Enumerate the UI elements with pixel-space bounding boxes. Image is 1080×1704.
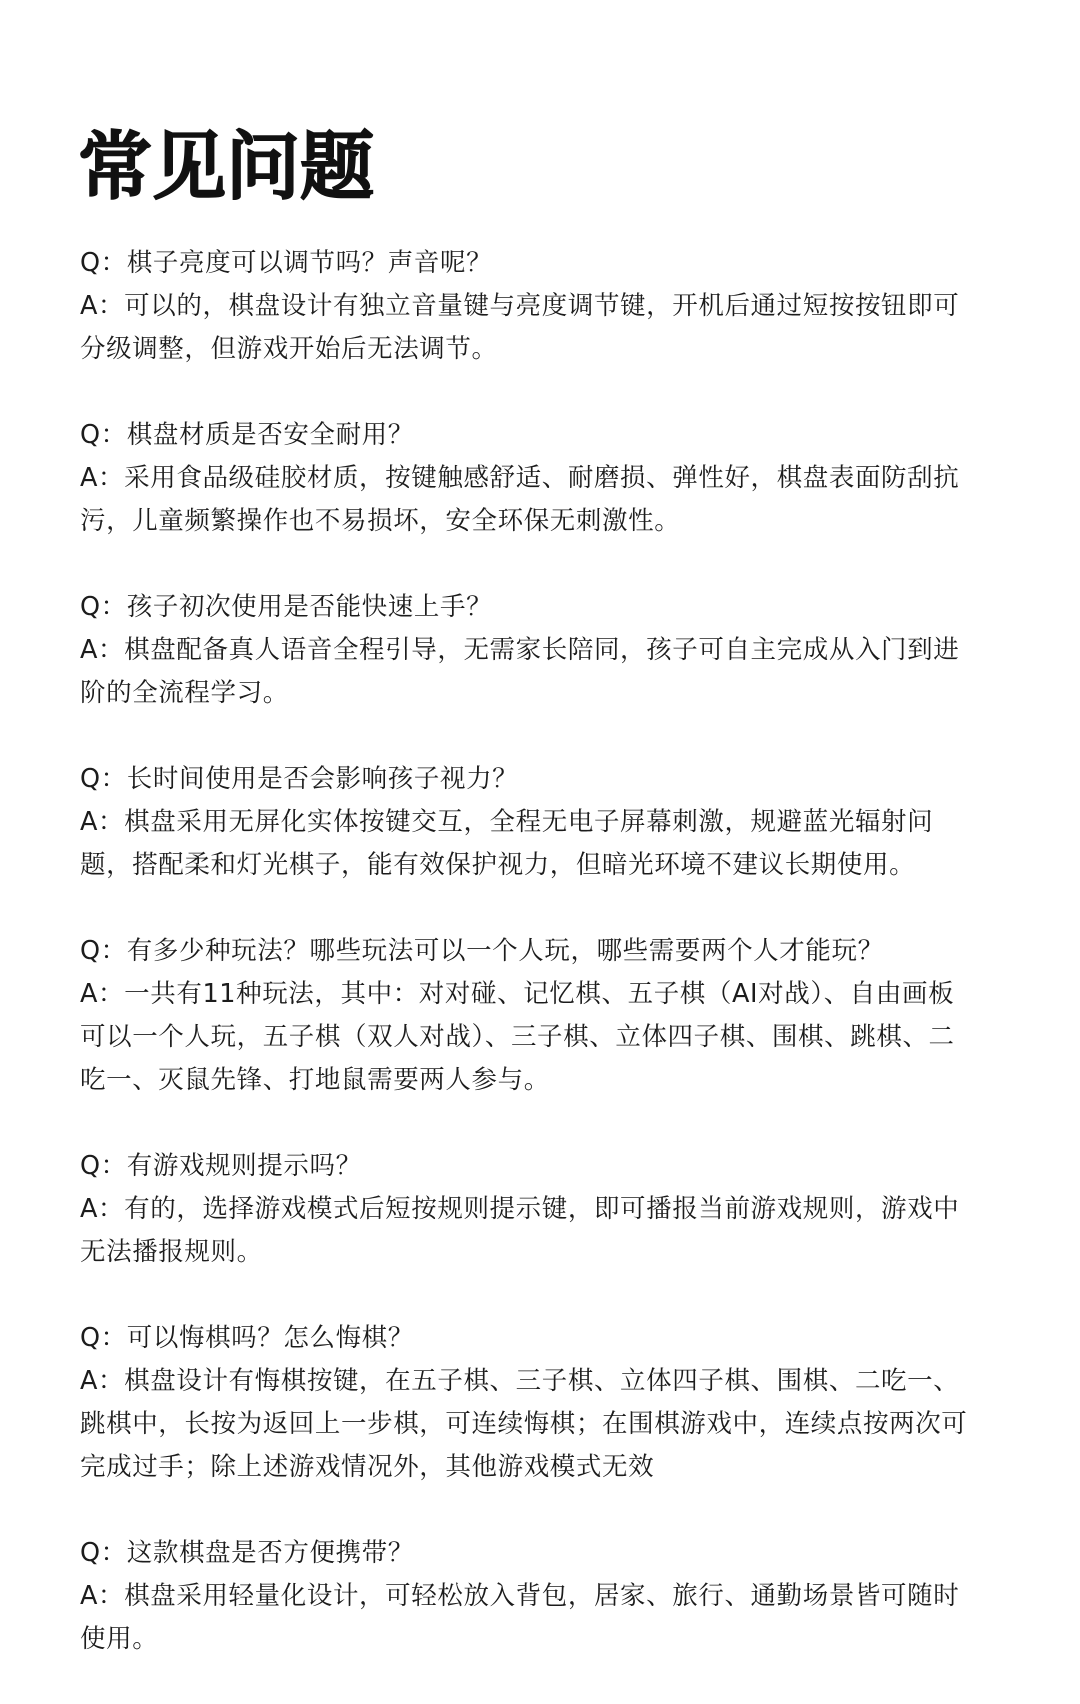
faq-answer: A：棋盘采用无屏化实体按键交互，全程无电子屏幕刺激，规避蓝光辐射问题，搭配柔和灯光棋子，能有效保护视力，但暗光环境不建议长期使用。	[80, 807, 934, 880]
faq-question: Q：有多少种玩法？哪些玩法可以一个人玩，哪些需要两个人才能玩？	[80, 936, 884, 966]
faq-question: Q：可以悔棋吗？怎么悔棋？	[80, 1323, 414, 1353]
faq-answer: A：棋盘采用轻量化设计，可轻松放入背包，居家、旅行、通勤场景皆可随时使用。	[80, 1581, 960, 1654]
faq-item	[80, 1145, 980, 1274]
faq-item	[80, 586, 980, 715]
faq-question: Q：有游戏规则提示吗？	[80, 1151, 362, 1181]
faq-question: Q：棋盘材质是否安全耐用？	[80, 420, 414, 450]
faq-item	[80, 242, 980, 371]
faq-item	[80, 930, 980, 1102]
faq-item	[80, 1317, 980, 1489]
faq-answer: A：一共有11种玩法，其中：对对碰、记忆棋、五子棋（AI对战）、自由画板可以一个人玩，五子棋（双人对战）、三子棋、立体四子棋、围棋、跳棋、二吃一、灭鼠先锋、打地鼠需要两人参与。	[80, 979, 955, 1095]
faq-question: Q：孩子初次使用是否能快速上手？	[80, 592, 493, 622]
faq-list	[80, 242, 980, 1704]
faq-answer: A：棋盘配备真人语音全程引导，无需家长陪同，孩子可自主完成从入门到进阶的全流程学习。	[80, 635, 960, 708]
faq-question: Q：长时间使用是否会影响孩子视力？	[80, 764, 519, 794]
faq-item	[80, 1532, 980, 1661]
faq-answer: A：可以的，棋盘设计有独立音量键与亮度调节键，开机后通过短按按钮即可分级调整，但游戏开始后无法调节。	[80, 291, 960, 364]
faq-question: Q：棋子亮度可以调节吗？声音呢？	[80, 248, 493, 278]
faq-question: Q：这款棋盘是否方便携带？	[80, 1538, 414, 1568]
faq-item	[80, 414, 980, 543]
faq-answer: A：采用食品级硅胶材质，按键触感舒适、耐磨损、弹性好，棋盘表面防刮抗污，儿童频繁操作也不易损坏，安全环保无刺激性。	[80, 463, 960, 536]
faq-answer: A：棋盘设计有悔棋按键，在五子棋、三子棋、立体四子棋、围棋、二吃一、跳棋中，长按为返回上一步棋，可连续悔棋；在围棋游戏中，连续点按两次可完成过手；除上述游戏情况外，其他游戏模式无效	[80, 1366, 968, 1482]
faq-item	[80, 758, 980, 887]
faq-answer: A：有的，选择游戏模式后短按规则提示键，即可播报当前游戏规则，游戏中无法播报规则。	[80, 1194, 960, 1267]
page-title: 常见问题	[78, 124, 374, 210]
